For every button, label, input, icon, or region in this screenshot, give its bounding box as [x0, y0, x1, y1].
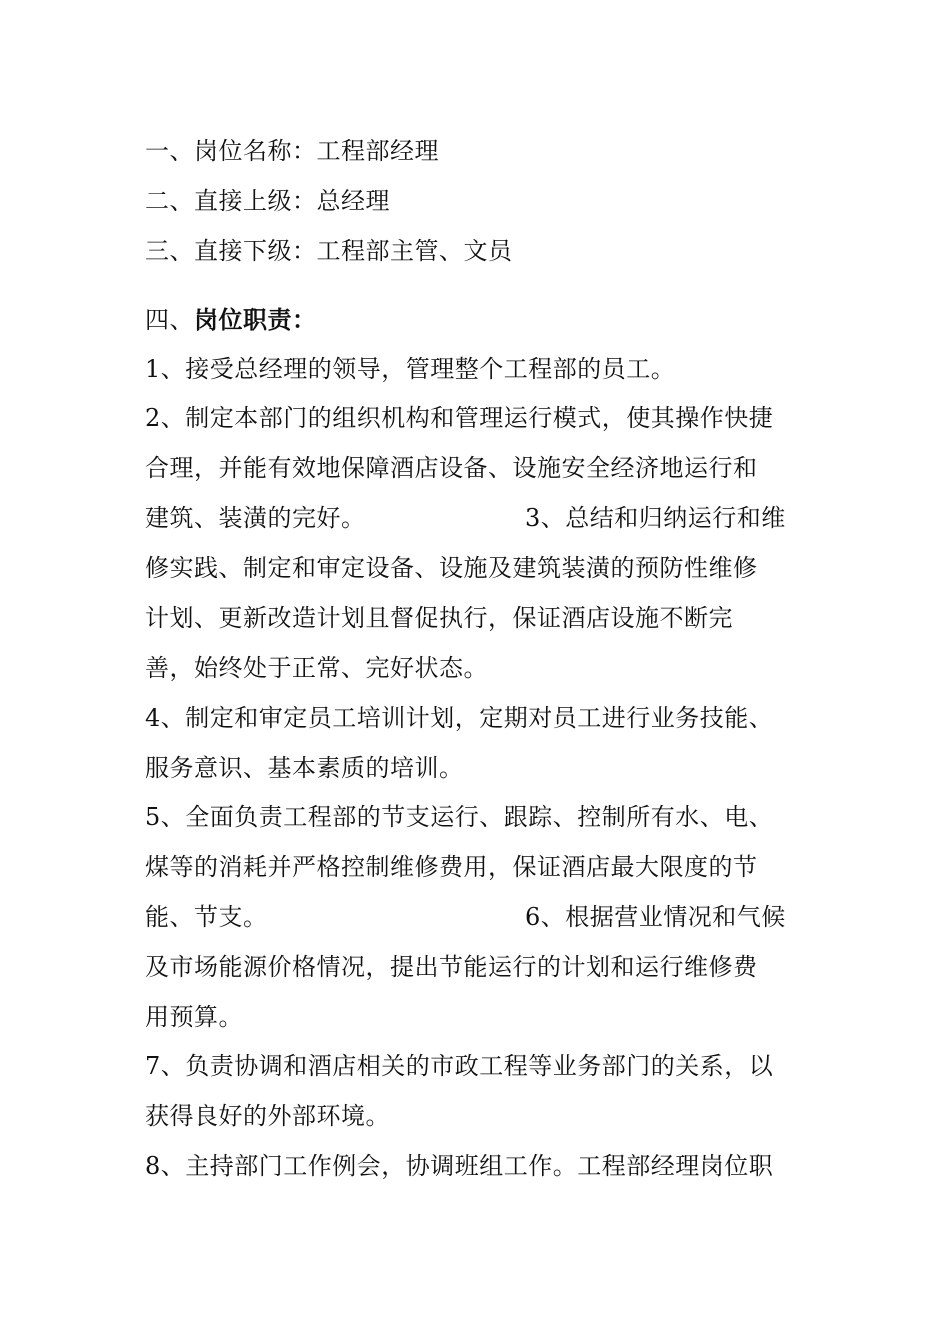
- duty-line: 合理，并能有效地保障酒店设备、设施安全经济地运行和: [145, 454, 758, 482]
- duty-line: 获得良好的外部环境。: [145, 1102, 390, 1130]
- duties-heading-prefix: 四、: [145, 306, 194, 334]
- duty-line: 7、负责协调和酒店相关的市政工程等业务部门的关系，以: [145, 1052, 774, 1080]
- duty-line: 8、主持部门工作例会，协调班组工作。工程部经理岗位职: [145, 1152, 774, 1180]
- duty-line: 4、制定和审定员工培训计划，定期对员工进行业务技能、: [145, 704, 774, 732]
- duty-line: 及市场能源价格情况，提出节能运行的计划和运行维修费: [145, 953, 758, 981]
- position-name: 一、岗位名称：工程部经理: [145, 137, 439, 165]
- duty-line: 能、节支。: [145, 903, 268, 931]
- duty-line: 用预算。: [145, 1003, 243, 1031]
- duty-line: 2、制定本部门的组织机构和管理运行模式，使其操作快捷: [145, 404, 774, 432]
- duty-line: 建筑、装潢的完好。: [145, 504, 366, 532]
- duty-line: 修实践、制定和审定设备、设施及建筑装潢的预防性维修: [145, 554, 758, 582]
- duty-line: 服务意识、基本素质的培训。: [145, 754, 464, 782]
- duty-line: 计划、更新改造计划且督促执行，保证酒店设施不断完: [145, 604, 733, 632]
- duty-line: 煤等的消耗并严格控制维修费用，保证酒店最大限度的节: [145, 853, 758, 881]
- duty-line: 5、全面负责工程部的节支运行、跟踪、控制所有水、电、: [145, 803, 774, 831]
- duty-line-pair: [145, 902, 805, 932]
- duties-heading: 岗位职责：: [194, 305, 317, 334]
- duty-line-pair: [145, 503, 805, 533]
- duty-line: 3、总结和归纳运行和维: [525, 504, 786, 532]
- direct-superior: 二、直接上级：总经理: [145, 187, 390, 215]
- duty-line: 6、根据营业情况和气候: [525, 903, 786, 931]
- direct-subordinates: 三、直接下级：工程部主管、文员: [145, 237, 513, 265]
- duties-heading-line: [145, 305, 805, 335]
- duty-line: 善，始终处于正常、完好状态。: [145, 654, 488, 682]
- duty-line: 1、接受总经理的领导，管理整个工程部的员工。: [145, 355, 676, 383]
